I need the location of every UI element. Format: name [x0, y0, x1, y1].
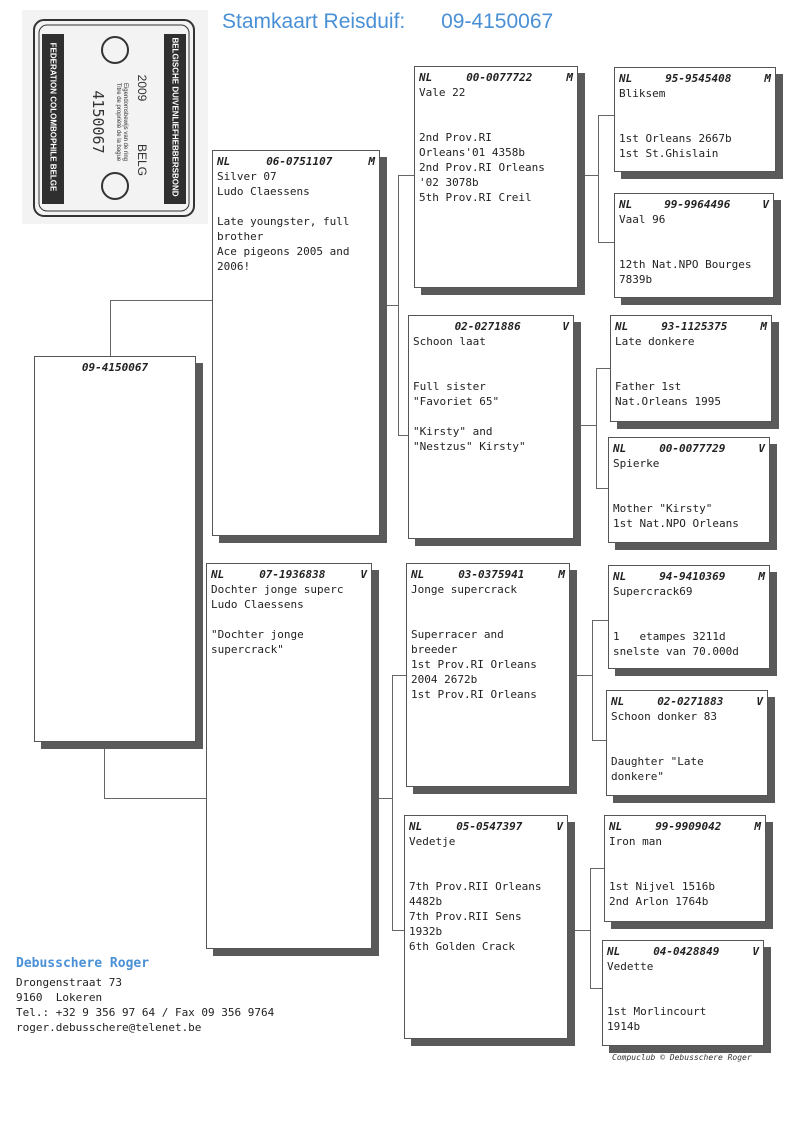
- pedigree-box-header: [611, 694, 763, 709]
- ring-number: 93-1125375: [661, 320, 728, 333]
- pedigree-line: 1st Nijvel 1516b: [609, 880, 715, 893]
- pedigree-line: Late youngster, full: [217, 215, 350, 228]
- pedigree-line: Vedette: [607, 960, 654, 973]
- connector: [392, 675, 393, 930]
- connector: [398, 435, 408, 436]
- pedigree-line: Vale 22: [419, 86, 466, 99]
- pedigree-line: [613, 614, 765, 629]
- pedigree-line: [419, 115, 573, 130]
- ring-number: 99-9964496: [664, 198, 731, 211]
- pedigree-box-header: [409, 819, 563, 834]
- pedigree-line: "Nestzus" Kirsty": [413, 440, 526, 453]
- pedigree-box-dss: [608, 565, 770, 669]
- connector: [598, 242, 614, 243]
- pedigree-line: 2nd Arlon 1764b: [609, 895, 709, 908]
- ring-number: 99-9909042: [655, 820, 722, 833]
- ring-number: 02-0271883: [657, 695, 724, 708]
- pedigree-box-dam-sire: [406, 563, 570, 787]
- pedigree-line: 1st Prov.RI Orleans: [411, 688, 537, 701]
- pedigree-line: Father 1st: [615, 380, 682, 393]
- country-prefix: NL: [211, 568, 225, 581]
- ring-number: 95-9545408: [665, 72, 732, 85]
- pedigree-box-subject: [34, 356, 196, 742]
- pedigree-line: [211, 612, 367, 627]
- pedigree-line: snelste van 70.000d: [613, 645, 739, 658]
- connector: [398, 175, 399, 435]
- pedigree-line: [613, 599, 765, 614]
- pedigree-box-header: [619, 197, 769, 212]
- pedigree-line: Nat.Orleans 1995: [615, 395, 721, 408]
- pedigree-line: donkere": [611, 770, 664, 783]
- pedigree-line: Schoon donker 83: [611, 710, 717, 723]
- pedigree-line: [411, 612, 565, 627]
- pedigree-box-header: [211, 567, 367, 582]
- ring-number: 07-1936838: [259, 568, 326, 581]
- pedigree-box-header: [419, 70, 573, 85]
- pedigree-line: [615, 349, 767, 364]
- connector: [578, 175, 598, 176]
- country-prefix: NL: [613, 570, 627, 583]
- pedigree-line: [619, 242, 769, 257]
- country-prefix: NL: [619, 72, 633, 85]
- sex-marker: V: [762, 198, 769, 211]
- pedigree-box-header: [609, 819, 761, 834]
- pedigree-line: [607, 989, 759, 1004]
- pedigree-line: 6th Golden Crack: [409, 940, 515, 953]
- pedigree-line: 12th Nat.NPO Bourges: [619, 258, 752, 271]
- pedigree-box-dam: [206, 563, 372, 949]
- owner-address: [16, 956, 274, 1035]
- pedigree-line: [411, 597, 565, 612]
- sex-marker: V: [756, 695, 763, 708]
- pedigree-line: 2004 2672b: [411, 673, 478, 686]
- country-prefix: NL: [615, 320, 629, 333]
- pedigree-box-dds: [604, 815, 766, 922]
- country-prefix: NL: [607, 945, 621, 958]
- connector: [590, 868, 591, 988]
- pedigree-box-sire-sire: [414, 66, 578, 288]
- pedigree-box-ssd: [614, 193, 774, 298]
- pedigree-line: "Favoriet 65": [413, 395, 500, 408]
- country-prefix: NL: [611, 695, 625, 708]
- connector: [574, 425, 596, 426]
- ring-ownership-card: [22, 10, 208, 224]
- connector: [590, 988, 602, 989]
- pedigree-line: Iron man: [609, 835, 662, 848]
- connector: [570, 675, 592, 676]
- pedigree-box-dsd: [606, 690, 768, 796]
- pedigree-line: 2nd Prov.RI: [419, 131, 492, 144]
- country-prefix: NL: [609, 820, 623, 833]
- pedigree-line: 1st St.Ghislain: [619, 147, 719, 160]
- pedigree-line: "Dochter jonge: [211, 628, 304, 641]
- ring-card-number: 4150067: [89, 90, 107, 154]
- pedigree-box-header: [217, 154, 375, 169]
- pedigree-box-sss: [614, 67, 776, 172]
- pedigree-line: [619, 116, 771, 131]
- pedigree-line: Schoon laat: [413, 335, 486, 348]
- connector: [592, 620, 593, 740]
- pedigree-line: [409, 864, 563, 879]
- sex-marker: M: [368, 155, 375, 168]
- connector: [110, 300, 111, 358]
- pedigree-line: 1st Prov.RI Orleans: [411, 658, 537, 671]
- pedigree-line: "Kirsty" and: [413, 425, 493, 438]
- pedigree-line: Jonge supercrack: [411, 583, 517, 596]
- pedigree-line: [607, 974, 759, 989]
- pedigree-line: Silver 07: [217, 170, 277, 183]
- sex-marker: V: [758, 442, 765, 455]
- pedigree-line: [611, 724, 763, 739]
- pedigree-line: Ace pigeons 2005 and: [217, 245, 350, 258]
- pedigree-box-header: [615, 319, 767, 334]
- connector: [596, 488, 608, 489]
- sex-marker: V: [360, 568, 367, 581]
- connector: [568, 930, 590, 931]
- pedigree-line: [609, 849, 761, 864]
- pedigree-line: Late donkere: [615, 335, 695, 348]
- pedigree-line: [619, 227, 769, 242]
- sex-marker: M: [758, 570, 765, 583]
- connector: [596, 368, 610, 369]
- pedigree-box-header: [607, 944, 759, 959]
- connector: [104, 798, 208, 799]
- ring-card-year: 2009: [135, 74, 149, 102]
- pedigree-line: Orleans'01 4358b: [419, 146, 525, 159]
- owner-email: roger.debusschere@telenet.be: [16, 1021, 202, 1034]
- connector: [598, 115, 614, 116]
- sex-marker: V: [752, 945, 759, 958]
- pedigree-line: [409, 849, 563, 864]
- pedigree-line: Supercrack69: [613, 585, 693, 598]
- pedigree-box-header: [613, 441, 765, 456]
- sex-marker: V: [562, 320, 569, 333]
- pedigree-line: [613, 471, 765, 486]
- pedigree-line: '02 3078b: [419, 176, 479, 189]
- owner-street: Drongenstraat 73: [16, 976, 122, 989]
- title-label: Stamkaart Reisduif:: [222, 10, 406, 33]
- pedigree-line: [413, 364, 569, 379]
- pedigree-line: breeder: [411, 643, 458, 656]
- page-title: [222, 10, 553, 34]
- connector: [592, 620, 608, 621]
- ring-card-small-1: Eigendomsbewijs van de ring: [122, 82, 128, 162]
- ring-card-text-right: FEDERATION COLOMBOPHILE BELGE: [48, 42, 58, 192]
- connector: [592, 740, 606, 741]
- sex-marker: M: [566, 71, 573, 84]
- sex-marker: M: [760, 320, 767, 333]
- pedigree-line: 2nd Prov.RI Orleans: [419, 161, 545, 174]
- pedigree-line: Full sister: [413, 380, 486, 393]
- connector: [104, 742, 105, 798]
- pedigree-line: Vedetje: [409, 835, 456, 848]
- sex-marker: M: [754, 820, 761, 833]
- pedigree-line: Vaal 96: [619, 213, 666, 226]
- connector: [398, 175, 414, 176]
- pedigree-line: Ludo Claessens: [211, 598, 304, 611]
- footer-credit: Compuclub © Debusschere Roger: [612, 1053, 752, 1062]
- ring-card-small-2: Titre de propriété de la bague: [115, 82, 121, 162]
- pedigree-line: 4482b: [409, 895, 443, 908]
- pedigree-line: 1st Nat.NPO Orleans: [613, 517, 739, 530]
- sex-marker: M: [764, 72, 771, 85]
- ring-number: 00-0077722: [466, 71, 533, 84]
- pedigree-line: 1932b: [409, 925, 443, 938]
- ring-number: 06-0751107: [266, 155, 333, 168]
- owner-name: Debusschere Roger: [16, 956, 150, 971]
- pedigree-box-header: [619, 71, 771, 86]
- connector: [392, 930, 404, 931]
- pedigree-line: [217, 199, 375, 214]
- pedigree-line: Superracer and: [411, 628, 504, 641]
- ring-number: 02-0271886: [454, 320, 521, 333]
- country-prefix: NL: [409, 820, 423, 833]
- pedigree-box-header: [613, 569, 765, 584]
- connector: [380, 305, 398, 306]
- ring-number: 03-0375941: [458, 568, 525, 581]
- pedigree-line: 2006!: [217, 260, 251, 273]
- pedigree-line: [609, 864, 761, 879]
- connector: [596, 368, 597, 488]
- pedigree-line: 7th Prov.RII Sens: [409, 910, 522, 923]
- pedigree-line: [611, 739, 763, 754]
- connector: [392, 675, 406, 676]
- connector: [372, 798, 392, 799]
- ring-number: 04-0428849: [653, 945, 720, 958]
- owner-phone: Tel.: +32 9 356 97 64 / Fax 09 356 9764: [16, 1006, 275, 1019]
- pedigree-line: 1st Morlincourt: [607, 1005, 707, 1018]
- connector: [590, 868, 604, 869]
- pedigree-box-dam-dam: [404, 815, 568, 1039]
- pedigree-line: [413, 349, 569, 364]
- sex-marker: M: [558, 568, 565, 581]
- pedigree-line: Bliksem: [619, 87, 666, 100]
- pedigree-line: 7th Prov.RII Orleans: [409, 880, 542, 893]
- pedigree-line: [619, 101, 771, 116]
- pedigree-line: Ludo Claessens: [217, 185, 310, 198]
- pedigree-line: 5th Prov.RI Creil: [419, 191, 532, 204]
- pedigree-box-header: 09-4150067: [81, 361, 149, 374]
- pedigree-line: [419, 100, 573, 115]
- title-ring-number: 09-4150067: [441, 10, 554, 33]
- country-prefix: NL: [217, 155, 231, 168]
- pedigree-line: Mother "Kirsty": [613, 502, 713, 515]
- pedigree-line: 7839b: [619, 273, 653, 286]
- country-prefix: NL: [411, 568, 425, 581]
- pedigree-line: supercrack": [211, 643, 284, 656]
- pedigree-line: [613, 486, 765, 501]
- connector: [598, 115, 599, 242]
- pedigree-box-sdd: [608, 437, 770, 543]
- ring-card-country: BELG: [135, 143, 149, 177]
- pedigree-line: 1st Orleans 2667b: [619, 132, 732, 145]
- pedigree-box-header: [411, 567, 565, 582]
- sex-marker: V: [556, 820, 563, 833]
- connector: [110, 300, 212, 301]
- country-prefix: NL: [619, 198, 633, 211]
- pedigree-box-sds: [610, 315, 772, 422]
- pedigree-line: [615, 364, 767, 379]
- pedigree-box-header: [413, 319, 569, 334]
- pedigree-line: Daughter "Late: [611, 755, 704, 768]
- pedigree-line: 1914b: [607, 1020, 641, 1033]
- ring-number: 94-9410369: [659, 570, 726, 583]
- ring-number: 00-0077729: [659, 442, 726, 455]
- pedigree-box-sire: [212, 150, 380, 536]
- country-prefix: NL: [613, 442, 627, 455]
- pedigree-line: 1 etampes 3211d: [613, 630, 726, 643]
- owner-city: 9160 Lokeren: [16, 991, 103, 1004]
- ring-card-text-left: BELGISCHE DUIVENLIEFHEBBERSBOND: [170, 37, 180, 197]
- pedigree-line: Dochter jonge superc: [211, 583, 344, 596]
- pedigree-line: brother: [217, 230, 264, 243]
- pedigree-line: [413, 409, 569, 424]
- pedigree-line: Spierke: [613, 457, 660, 470]
- ring-number: 05-0547397: [456, 820, 523, 833]
- country-prefix: NL: [419, 71, 433, 84]
- pedigree-box-sire-dam: [408, 315, 574, 539]
- pedigree-box-ddd: [602, 940, 764, 1046]
